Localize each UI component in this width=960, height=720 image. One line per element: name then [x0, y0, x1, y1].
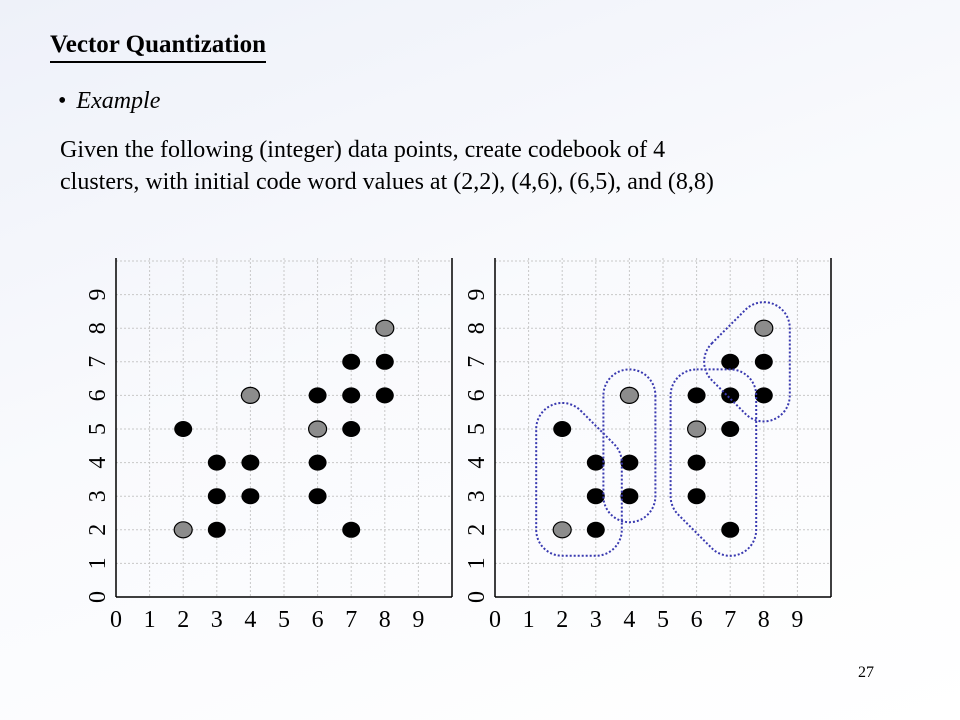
x-tick-label: 8 [378, 607, 391, 633]
x-tick-label: 3 [589, 607, 602, 633]
data-point [241, 488, 259, 504]
y-tick-label: 4 [85, 456, 111, 469]
data-point [342, 522, 360, 538]
x-tick-label: 2 [177, 607, 190, 633]
y-tick-label: 9 [85, 288, 111, 301]
y-tick-label: 3 [464, 490, 490, 503]
code-word-point [174, 522, 192, 538]
y-tick-label: 0 [85, 591, 111, 603]
x-tick-label: 0 [110, 607, 122, 633]
data-point [342, 354, 360, 370]
bullet-text: Example [76, 88, 161, 114]
data-point [587, 488, 605, 504]
data-point [721, 522, 739, 538]
y-tick-label: 1 [85, 557, 111, 570]
x-tick-label: 4 [244, 607, 257, 633]
x-tick-label: 1 [143, 607, 156, 633]
data-point [309, 387, 327, 403]
data-point [553, 421, 571, 437]
y-tick-label: 7 [464, 355, 490, 368]
y-tick-label: 1 [464, 557, 490, 570]
data-point [174, 421, 192, 437]
x-tick-label: 5 [278, 607, 290, 633]
scatter-chart-initial [85, 258, 452, 633]
data-point [620, 488, 638, 504]
data-point [376, 387, 394, 403]
data-point [721, 354, 739, 370]
page-number: 27 [858, 664, 874, 681]
description-line-1: Given the following (integer) data points, create codebook of 4 [60, 137, 666, 163]
x-tick-label: 8 [757, 607, 770, 633]
y-tick-label: 3 [85, 490, 111, 503]
x-tick-label: 0 [489, 607, 501, 633]
bullet-dot-icon: • [58, 88, 67, 114]
data-point [587, 455, 605, 471]
cluster-outline [536, 403, 622, 556]
scatter-chart-clustered [464, 258, 831, 633]
description-line-2: clusters, with initial code word values at (2,2), (4,6), (6,5), and (8,8) [60, 169, 714, 195]
data-point [241, 455, 259, 471]
data-point [688, 488, 706, 504]
y-tick-label: 4 [464, 456, 490, 469]
code-word-point [309, 421, 327, 437]
data-point [587, 522, 605, 538]
data-point [721, 421, 739, 437]
y-tick-label: 8 [464, 322, 490, 335]
x-tick-label: 9 [791, 607, 804, 633]
y-tick-label: 5 [85, 423, 111, 435]
data-point [342, 387, 360, 403]
y-tick-label: 9 [464, 288, 490, 301]
data-point [620, 455, 638, 471]
code-word-point [688, 421, 706, 437]
data-point [755, 354, 773, 370]
data-point [688, 455, 706, 471]
code-word-point [755, 320, 773, 336]
y-tick-label: 0 [464, 591, 490, 603]
x-tick-label: 4 [623, 607, 636, 633]
x-tick-label: 9 [412, 607, 425, 633]
x-tick-label: 7 [345, 607, 358, 633]
data-point [309, 455, 327, 471]
x-tick-label: 7 [724, 607, 737, 633]
data-point [208, 488, 226, 504]
x-tick-label: 1 [522, 607, 535, 633]
data-point [721, 387, 739, 403]
code-word-point [620, 387, 638, 403]
y-tick-label: 8 [85, 322, 111, 335]
x-tick-label: 6 [690, 607, 703, 633]
data-point [208, 522, 226, 538]
y-tick-label: 2 [85, 523, 111, 536]
x-tick-label: 6 [311, 607, 324, 633]
data-point [342, 421, 360, 437]
data-point [309, 488, 327, 504]
x-tick-label: 2 [556, 607, 569, 633]
code-word-point [376, 320, 394, 336]
y-tick-label: 6 [85, 389, 111, 402]
x-tick-label: 5 [657, 607, 669, 633]
data-point [688, 387, 706, 403]
y-tick-label: 5 [464, 423, 490, 435]
slide-title: Vector Quantization [50, 30, 266, 63]
y-tick-label: 6 [464, 389, 490, 402]
y-tick-label: 2 [464, 523, 490, 536]
code-word-point [553, 522, 571, 538]
data-point [376, 354, 394, 370]
data-point [208, 455, 226, 471]
data-point [755, 387, 773, 403]
x-tick-label: 3 [210, 607, 223, 633]
code-word-point [241, 387, 259, 403]
y-tick-label: 7 [85, 355, 111, 368]
